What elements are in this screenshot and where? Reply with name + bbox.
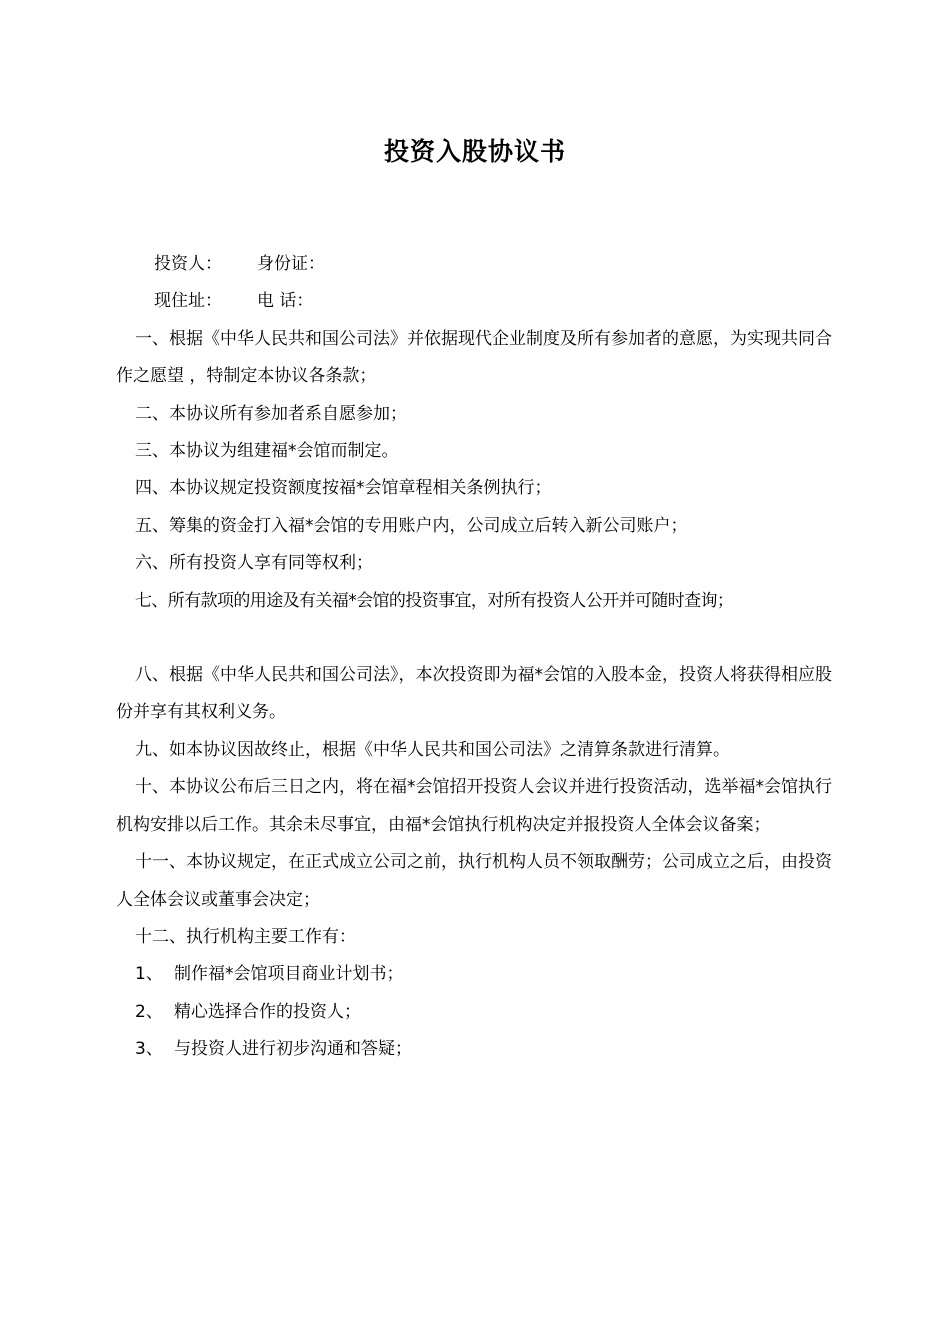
address-line <box>116 283 838 320</box>
investor-label: 投资人： <box>154 254 222 274</box>
clause-11: 十一、本协议规定，在正式成立公司之前，执行机构人员不领取酬劳；公司成立之后，由投资人全体会议或董事会决定； <box>116 852 832 910</box>
clause-6: 六、所有投资人享有同等权利； <box>135 553 373 574</box>
clause-4: 四、本协议规定投资额度按福*会馆章程相关条例执行； <box>135 478 552 499</box>
clause-2: 二、本协议所有参加者系自愿参加； <box>135 403 407 424</box>
phone-label: 电 话： <box>257 291 314 312</box>
investor-line <box>116 246 838 283</box>
duty-item-3 <box>116 1031 838 1068</box>
clause-5: 五、筹集的资金打入福*会馆的专用账户内，公司成立后转入新公司账户； <box>135 515 688 536</box>
duty-number: 3、 <box>135 1039 163 1060</box>
duty-number: 1、 <box>135 964 163 985</box>
address-label: 现住址： <box>154 291 222 312</box>
document-title: 投资入股协议书 <box>383 137 566 166</box>
duty-text: 制作福*会馆项目商业计划书； <box>174 964 404 985</box>
clause-7: 七、所有款项的用途及有关福*会馆的投资事宜，对所有投资人公开并可随时查询； <box>135 590 734 611</box>
duty-item-2 <box>116 994 838 1031</box>
clause-1: 一、根据《中华人民共和国公司法》并依据现代企业制度及所有参加者的意愿，为实现共同合作之愿望 ，特制定本协议各条款； <box>116 328 832 387</box>
duty-number: 2、 <box>135 1001 163 1022</box>
clause-3: 三、本协议为组建福*会馆而制定。 <box>135 441 399 462</box>
duty-item-1 <box>116 956 838 993</box>
clause-12: 十二、执行机构主要工作有： <box>135 926 356 947</box>
duty-text: 精心选择合作的投资人； <box>174 1001 361 1022</box>
clause-8: 八、根据《中华人民共和国公司法》，本次投资即为福*会馆的入股本金，投资人将获得相应股份并享有其权利义务。 <box>116 665 832 723</box>
clause-9: 九、如本协议因故终止，根据《中华人民共和国公司法》之清算条款进行清算。 <box>135 739 730 760</box>
duty-text: 与投资人进行初步沟通和答疑； <box>174 1039 412 1060</box>
id-label: 身份证： <box>257 254 325 274</box>
document-body <box>116 246 838 1069</box>
clause-10: 十、本协议公布后三日之内，将在福*会馆招开投资人会议并进行投资活动，选举福*会馆执行机构安排以后工作。其余未尽事宜，由福*会馆执行机构决定并报投资人全体会议备案； <box>116 777 832 835</box>
